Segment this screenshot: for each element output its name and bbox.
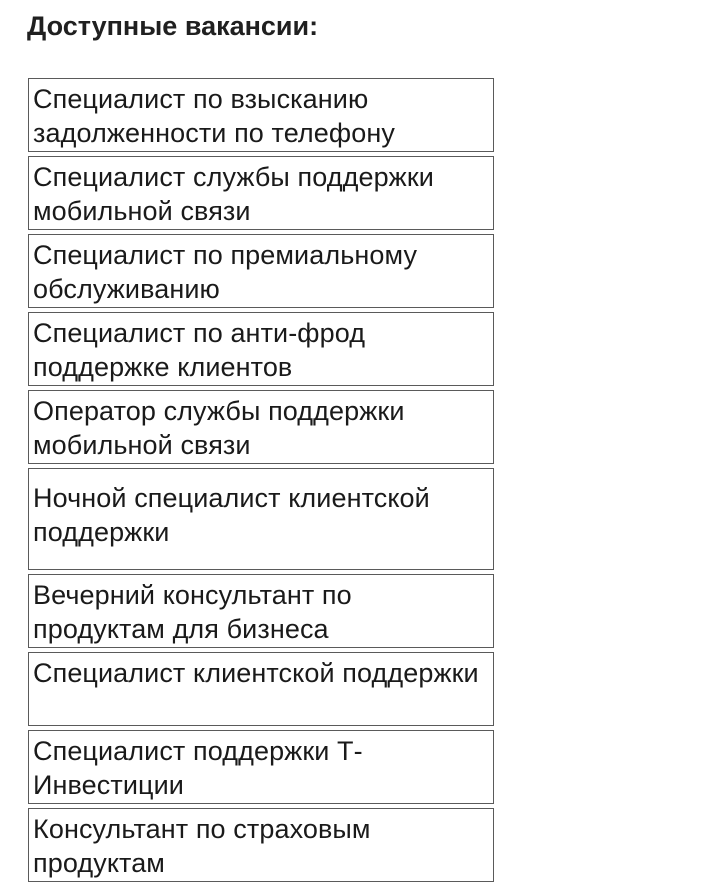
vacancy-label: Специалист по взысканию задолженности по телефону <box>33 84 395 148</box>
vacancy-label: Консультант по страховым продуктам <box>33 814 371 878</box>
vacancy-item-customer-support[interactable] <box>28 652 494 726</box>
vacancy-label: Вечерний консультант по продуктам для бизнеса <box>33 580 352 644</box>
vacancy-label: Оператор службы поддержки мобильной связи <box>33 396 405 460</box>
vacancy-item-mobile-support-operator[interactable] <box>28 390 494 464</box>
vacancy-item-night-support[interactable] <box>28 468 494 570</box>
vacancy-item-premium-service[interactable] <box>28 234 494 308</box>
vacancy-label: Ночной специалист клиентской поддержки <box>33 483 430 547</box>
vacancy-item-insurance-consultant[interactable] <box>28 808 494 882</box>
vacancy-label: Специалист по премиальному обслуживанию <box>33 240 418 304</box>
vacancy-list <box>28 78 494 886</box>
vacancy-label: Специалист поддержки Т-Инвестиции <box>33 736 363 800</box>
vacancy-item-debt-collection[interactable] <box>28 78 494 152</box>
vacancy-item-t-investments-support[interactable] <box>28 730 494 804</box>
vacancy-label: Специалист службы поддержки мобильной связи <box>33 162 434 226</box>
page-title: Доступные вакансии: <box>27 11 319 41</box>
vacancy-item-anti-fraud[interactable] <box>28 312 494 386</box>
vacancy-item-evening-business-consultant[interactable] <box>28 574 494 648</box>
vacancy-label: Специалист клиентской поддержки <box>33 658 479 688</box>
vacancy-item-mobile-support-specialist[interactable] <box>28 156 494 230</box>
vacancy-label: Специалист по анти-фрод поддержке клиентов <box>33 318 366 382</box>
